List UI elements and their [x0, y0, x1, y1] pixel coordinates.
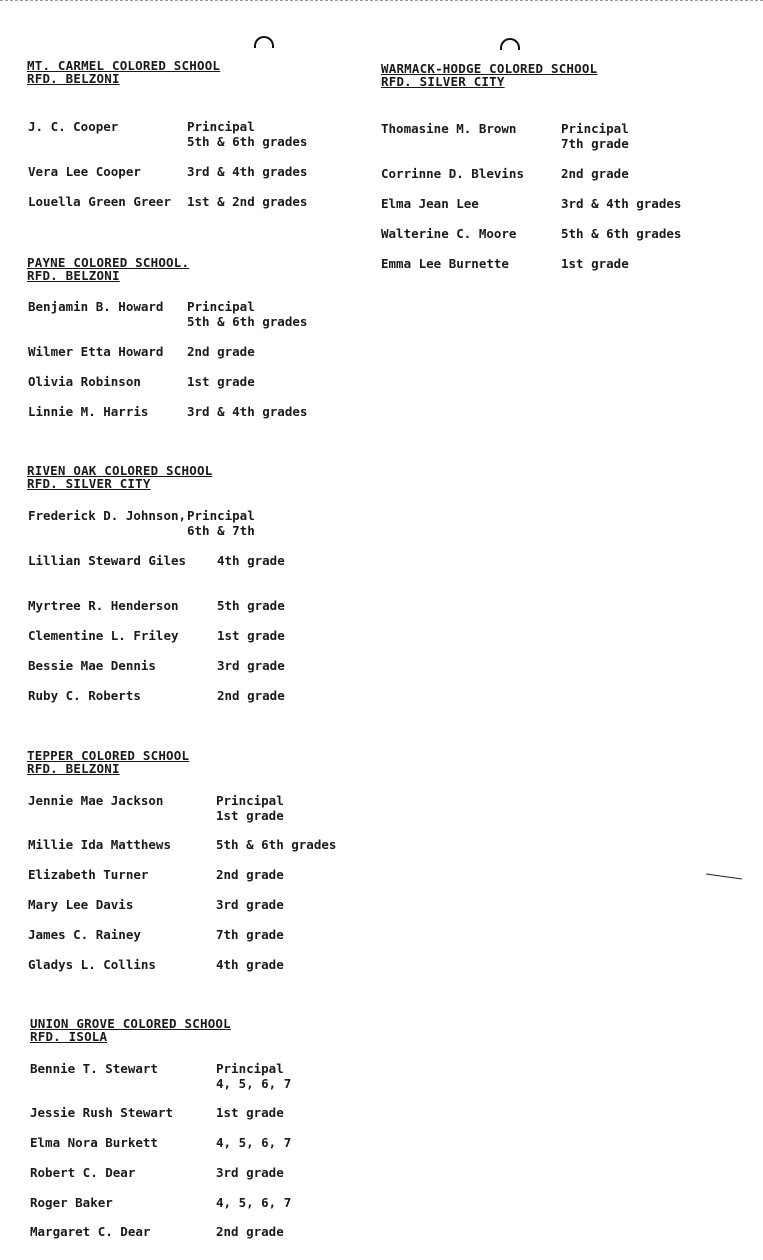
staff-name: Emma Lee Burnette — [381, 256, 509, 271]
staff-role: 3rd grade — [216, 897, 284, 912]
staff-role: 7th grade — [216, 927, 284, 942]
staff-name: Louella Green Greer — [28, 194, 171, 209]
staff-name: Elizabeth Turner — [28, 867, 149, 882]
staff-name: Wilmer Etta Howard — [28, 344, 164, 359]
top-perforation — [0, 0, 763, 1]
staff-name: Walterine C. Moore — [381, 226, 517, 241]
staff-name: Bennie T. Stewart — [30, 1061, 158, 1076]
school-name: PAYNE COLORED SCHOOL. — [27, 255, 190, 270]
staff-role: Principal 5th & 6th grades — [187, 299, 308, 329]
staff-name: Benjamin B. Howard — [28, 299, 164, 314]
binder-hole-mark — [500, 38, 520, 50]
staff-role: Principal 1st grade — [216, 793, 284, 823]
staff-name: Jessie Rush Stewart — [30, 1105, 173, 1120]
staff-role: 4th grade — [216, 957, 284, 972]
staff-role: Principal 7th grade — [561, 121, 629, 151]
binder-hole-mark — [254, 36, 274, 48]
school-address: RFD. BELZONI — [27, 761, 120, 776]
school-address: RFD. BELZONI — [27, 268, 120, 283]
school-heading — [30, 1017, 231, 1043]
staff-role: 4th grade — [217, 553, 285, 568]
staff-name: Jennie Mae Jackson — [28, 793, 164, 808]
stray-mark — [706, 873, 742, 879]
staff-role: Principal 6th & 7th — [187, 508, 255, 538]
staff-name: Millie Ida Matthews — [28, 837, 171, 852]
staff-role: 1st grade — [187, 374, 255, 389]
staff-role: 4, 5, 6, 7 — [216, 1135, 292, 1150]
staff-name: Thomasine M. Brown — [381, 121, 517, 136]
school-name: RIVEN OAK COLORED SCHOOL — [27, 463, 213, 478]
staff-name: Mary Lee Davis — [28, 897, 134, 912]
school-address: RFD. SILVER CITY — [381, 74, 505, 89]
staff-role: 2nd grade — [216, 867, 284, 882]
staff-role: 3rd grade — [216, 1165, 284, 1180]
staff-name: Roger Baker — [30, 1195, 113, 1210]
school-name: MT. CARMEL COLORED SCHOOL — [27, 58, 221, 73]
school-name: WARMACK-HODGE COLORED SCHOOL — [381, 61, 598, 76]
staff-name: Ruby C. Roberts — [28, 688, 141, 703]
staff-role: 3rd grade — [217, 658, 285, 673]
staff-role: 1st grade — [561, 256, 629, 271]
staff-name: Elma Jean Lee — [381, 196, 479, 211]
staff-name: Vera Lee Cooper — [28, 164, 141, 179]
staff-role: 1st grade — [217, 628, 285, 643]
staff-name: Gladys L. Collins — [28, 957, 156, 972]
school-heading — [27, 256, 189, 282]
staff-name: Corrinne D. Blevins — [381, 166, 524, 181]
staff-role: 3rd & 4th grades — [561, 196, 682, 211]
school-name: TEPPER COLORED SCHOOL — [27, 748, 190, 763]
staff-role: 2nd grade — [217, 688, 285, 703]
staff-name: Olivia Robinson — [28, 374, 141, 389]
school-name: UNION GROVE COLORED SCHOOL — [30, 1016, 231, 1031]
staff-role: 5th grade — [217, 598, 285, 613]
school-address: RFD. SILVER CITY — [27, 476, 151, 491]
school-address: RFD. BELZONI — [27, 71, 120, 86]
staff-role: 3rd & 4th grades — [187, 404, 308, 419]
staff-name: Lillian Steward Giles — [28, 553, 187, 568]
staff-role: 5th & 6th grades — [216, 837, 337, 852]
staff-role: 2nd grade — [216, 1224, 284, 1239]
staff-name: Clementine L. Friley — [28, 628, 179, 643]
staff-role: 5th & 6th grades — [561, 226, 682, 241]
staff-name: Robert C. Dear — [30, 1165, 136, 1180]
staff-name: Bessie Mae Dennis — [28, 658, 156, 673]
school-address: RFD. ISOLA — [30, 1029, 108, 1044]
staff-role: 2nd grade — [187, 344, 255, 359]
school-heading — [27, 59, 220, 85]
staff-role: 3rd & 4th grades — [187, 164, 308, 179]
staff-name: J. C. Cooper — [28, 119, 119, 134]
school-heading — [27, 749, 189, 775]
school-heading — [27, 464, 212, 490]
staff-name: Margaret C. Dear — [30, 1224, 151, 1239]
staff-name: James C. Rainey — [28, 927, 141, 942]
staff-role: 1st grade — [216, 1105, 284, 1120]
staff-role: Principal 4, 5, 6, 7 — [216, 1061, 292, 1091]
staff-role: 1st & 2nd grades — [187, 194, 308, 209]
staff-name: Linnie M. Harris — [28, 404, 149, 419]
staff-role: 4, 5, 6, 7 — [216, 1195, 292, 1210]
staff-role: 2nd grade — [561, 166, 629, 181]
staff-name: Elma Nora Burkett — [30, 1135, 158, 1150]
school-heading — [381, 62, 597, 88]
staff-role: Principal 5th & 6th grades — [187, 119, 308, 149]
staff-name: Myrtree R. Henderson — [28, 598, 179, 613]
staff-name: Frederick D. Johnson, — [28, 508, 187, 523]
